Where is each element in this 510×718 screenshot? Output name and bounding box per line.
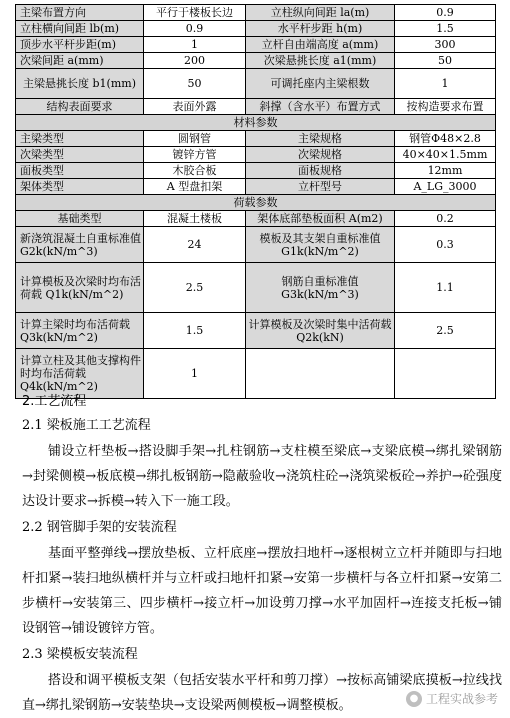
param-label: 架体底部垫板面积 A(m2): [246, 211, 395, 227]
watermark: [406, 690, 498, 707]
param-value: 1.1: [395, 263, 496, 313]
param-value: 混凝土楼板: [144, 211, 246, 227]
param-label: 次梁规格: [246, 147, 395, 163]
param-label: 计算模板及次梁时均布活荷载 Q1k(kN/m^2): [16, 263, 144, 313]
param-value: 镀锌方管: [144, 147, 246, 163]
param-label: 基础类型: [16, 211, 144, 227]
param-row: [16, 5, 496, 21]
param-row: [16, 69, 496, 99]
paragraph: 铺设立杆垫板→搭设脚手架→扎柱钢筋→支柱模至梁底→支梁底模→绑扎梁钢筋→封梁侧模→板底模→绑扎板钢筋→隐蔽验收→浇筑柱砼→浇筑梁板砼→养护→砼强度达设计要求→拆模→转入下一施工段。: [22, 444, 502, 509]
material-row: [16, 163, 496, 179]
param-value: A 型盘扣架: [144, 179, 246, 195]
load-row: [16, 211, 496, 227]
param-value: 24: [144, 227, 246, 263]
section-title: 荷载参数: [16, 195, 496, 211]
param-value: 50: [395, 53, 496, 69]
param-label: 水平杆步距 h(m): [246, 21, 395, 37]
param-value: 1: [144, 37, 246, 53]
param-value: 1: [144, 349, 246, 399]
param-label: 计算模板及次梁时集中活荷载 Q2k(kN): [246, 313, 395, 349]
construction-parameters-table: [15, 4, 496, 399]
param-value: 300: [395, 37, 496, 53]
process-text-body: [22, 392, 502, 718]
param-value: 200: [144, 53, 246, 69]
load-row: [16, 349, 496, 399]
param-label: 立杆型号: [246, 179, 395, 195]
param-label: 结构表面要求: [16, 99, 144, 115]
paragraph: 搭设和调平模板支架（包括安装水平杆和剪刀撑）→按标高铺梁底摸板→拉线找直→绑扎梁钢筋→安装垫块→支设梁两侧模板→调整模板。: [22, 673, 502, 713]
param-row: [16, 37, 496, 53]
param-value: 1.5: [144, 313, 246, 349]
load-row: [16, 227, 496, 263]
paragraph: 基面平整弹线→摆放垫板、立杆底座→摆放扫地杆→逐根树立立杆并随即与扫地杆扣紧→装扫地纵横杆并与立杆或扫地杆扣紧→安第一步横杆与各立杆扣紧→安第二步横杆→安装第三、四步横杆→接立杆→加设剪刀撑→水平加固杆→连接支托板→铺设钢管→铺设镀锌方管。: [22, 546, 502, 636]
param-value: 12mm: [395, 163, 496, 179]
param-row: [16, 99, 496, 115]
param-value: 2.5: [395, 313, 496, 349]
load-section-header: [16, 195, 496, 211]
param-value: [395, 349, 496, 399]
param-label: [246, 349, 395, 399]
param-value: 0.3: [395, 227, 496, 263]
param-label: 主梁规格: [246, 131, 395, 147]
param-label: 可调托座内主梁根数: [246, 69, 395, 99]
param-value: 钢管Φ48×2.8: [395, 131, 496, 147]
param-value: 木胶合板: [144, 163, 246, 179]
param-value: 0.9: [144, 21, 246, 37]
wechat-icon: ●: [406, 691, 422, 707]
load-row: [16, 263, 496, 313]
param-label: 立杆自由端高度 a(mm): [246, 37, 395, 53]
param-value: 40×40×1.5mm: [395, 147, 496, 163]
param-label: 主梁布置方向: [16, 5, 144, 21]
param-label: 顶步水平杆步距(m): [16, 37, 144, 53]
param-value: 2.5: [144, 263, 246, 313]
param-label: 钢筋自重标准值 G3k(kN/m^3): [246, 263, 395, 313]
param-label: 主梁悬挑长度 b1(mm): [16, 69, 144, 99]
param-row: [16, 53, 496, 69]
subsection-heading: 2.2 钢管脚手架的安装流程: [22, 520, 177, 535]
param-value: 0.9: [395, 5, 496, 21]
param-value: 表面外露: [144, 99, 246, 115]
param-label: 立柱纵向间距 la(m): [246, 5, 395, 21]
material-row: [16, 131, 496, 147]
param-label: 次梁类型: [16, 147, 144, 163]
watermark-text: 工程实战参考: [425, 692, 498, 706]
subsection-heading: 2.3 梁模板安装流程: [22, 647, 138, 662]
param-value: 圆钢管: [144, 131, 246, 147]
param-value: 50: [144, 69, 246, 99]
material-row: [16, 179, 496, 195]
param-label: 计算主梁时均布活荷载 Q3k(kN/m^2): [16, 313, 144, 349]
subsection-heading: 2.1 梁板施工工艺流程: [22, 418, 151, 433]
param-value: 1: [395, 69, 496, 99]
param-label: 新浇筑混凝土自重标准值 G2k(kN/m^3): [16, 227, 144, 263]
param-label: 面板规格: [246, 163, 395, 179]
param-value: 0.2: [395, 211, 496, 227]
param-label: 斜撑（含水平）布置方式: [246, 99, 395, 115]
param-label: 主梁类型: [16, 131, 144, 147]
param-value: 1.5: [395, 21, 496, 37]
material-section-header: [16, 115, 496, 131]
param-label: 次梁间距 a(mm): [16, 53, 144, 69]
section-title: 材料参数: [16, 115, 496, 131]
param-value: A_LG_3000: [395, 179, 496, 195]
param-value: 按构造要求布置: [395, 99, 496, 115]
param-label: 次梁悬挑长度 a1(mm): [246, 53, 395, 69]
section-heading: 2.工艺流程: [22, 394, 87, 409]
param-label: 架体类型: [16, 179, 144, 195]
material-row: [16, 147, 496, 163]
param-label: 立柱横向间距 lb(m): [16, 21, 144, 37]
param-row: [16, 21, 496, 37]
param-value: 平行于楼板长边: [144, 5, 246, 21]
param-label: 面板类型: [16, 163, 144, 179]
param-label: 模板及其支架自重标准值 G1k(kN/m^2): [246, 227, 395, 263]
param-label: 计算立柱及其他支撑构件时均布活荷载 Q4k(kN/m^2): [16, 349, 144, 399]
load-row: [16, 313, 496, 349]
